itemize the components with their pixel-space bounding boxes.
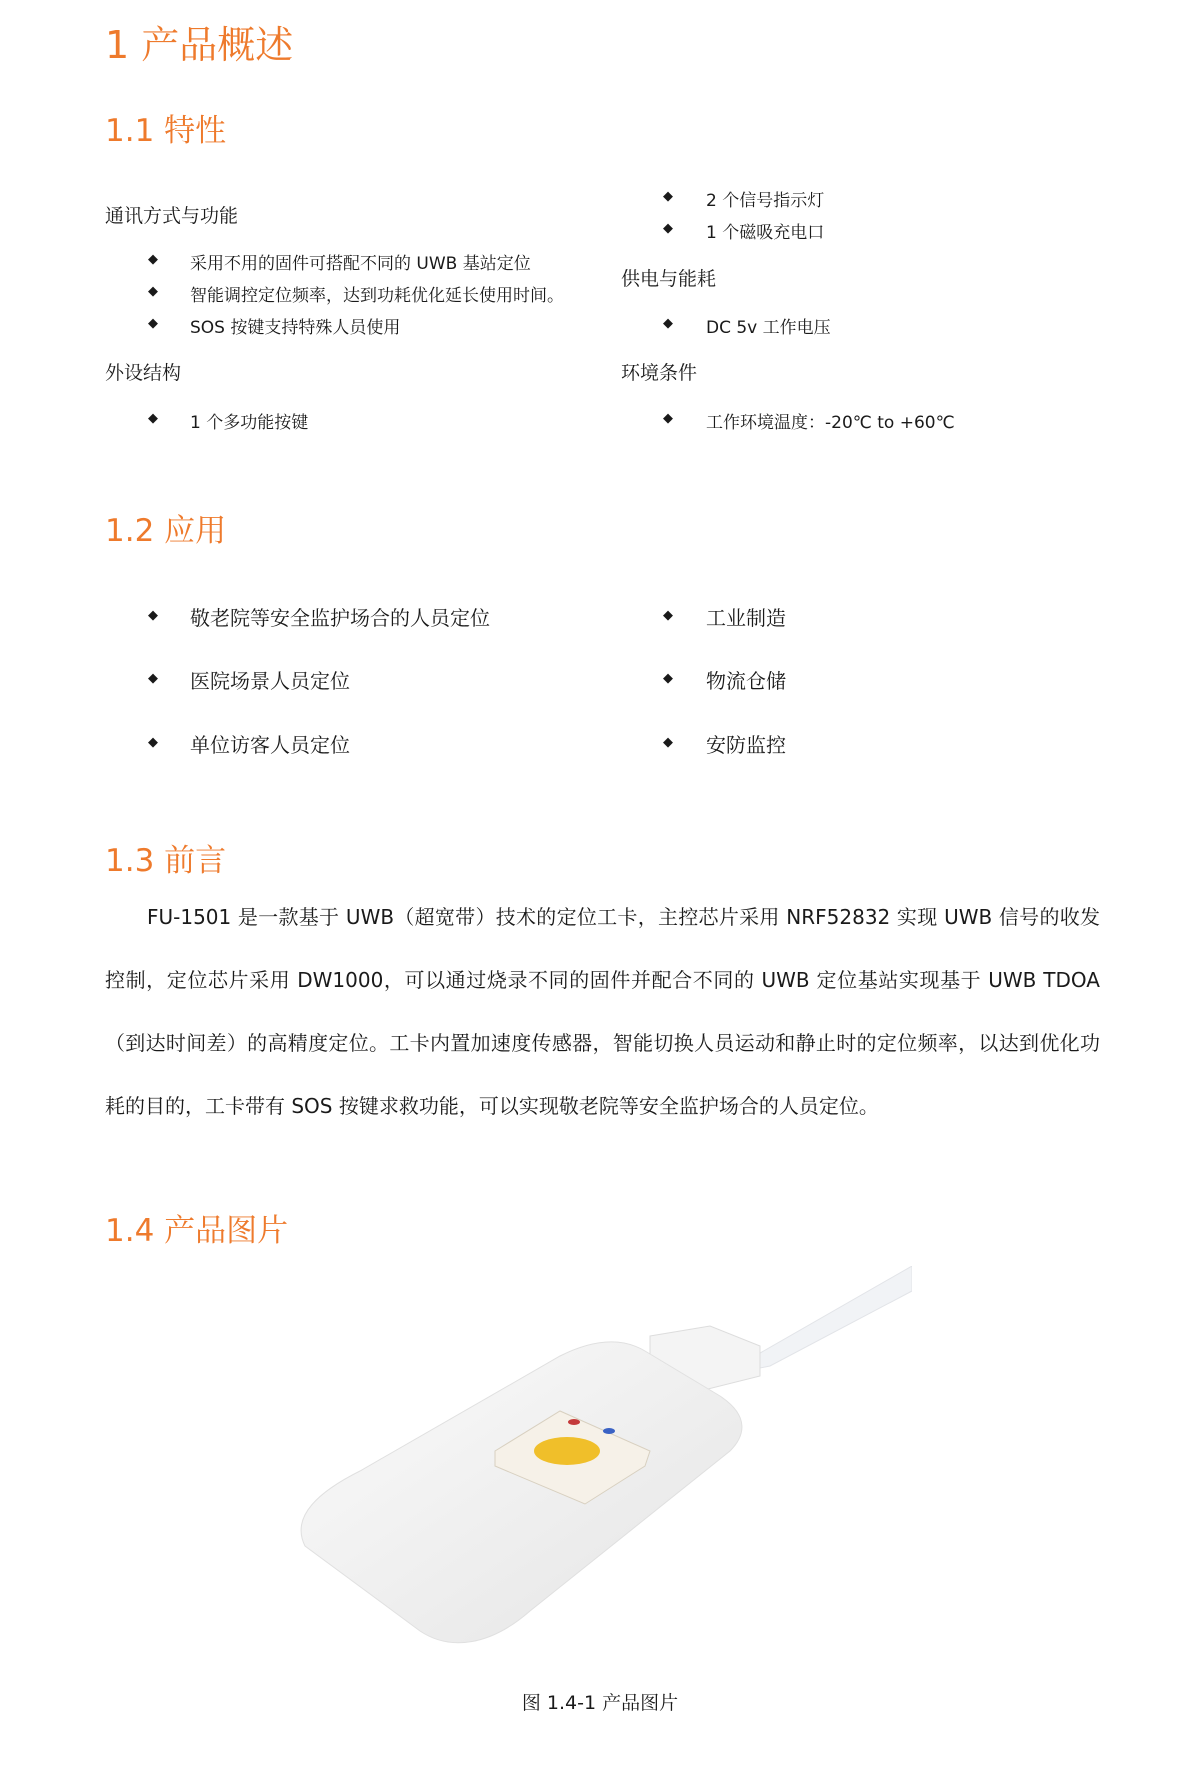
red-led-icon [568,1419,580,1425]
bullet-icon: ◆ [148,608,158,623]
bullet-icon: ◆ [663,608,673,623]
subheading-environment: 环境条件 [621,362,698,384]
bullet-icon: ◆ [148,252,158,267]
sos-button [534,1437,600,1465]
blue-led-icon [603,1428,615,1434]
list-item: DC 5v 工作电压 [706,318,831,338]
list-item: 工作环境温度：-20℃ to +60℃ [706,413,955,433]
bullet-icon: ◆ [663,316,673,331]
list-item: 敬老院等安全监护场合的人员定位 [190,606,490,630]
section-title-applications: 1.2 应用 [105,513,227,549]
bullet-icon: ◆ [148,671,158,686]
list-item: 安防监控 [706,733,786,757]
section-title-preface: 1.3 前言 [105,843,227,879]
bullet-icon: ◆ [148,284,158,299]
bullet-icon: ◆ [148,411,158,426]
preface-paragraph: FU-1501 是一款基于 UWB（超宽带）技术的定位工卡，主控芯片采用 NRF52832 实现 UWB 信号的收发控制，定位芯片采用 DW1000，可以通过烧录不同的固件并配合不同的 UWB 定位基站实现基于 UWB TDOA（到达时间差）的高精度定位。工卡内置加速度传感器，智能切换人员运动和静止时的定位频率，以达到优化功耗的目的，工卡带有 SOS 按键求救功能，可以实现敬老院等安全监护场合的人员定位。 [105,905,1100,1118]
list-item: 2 个信号指示灯 [706,191,825,211]
subheading-peripheral: 外设结构 [105,362,182,384]
section-title-features: 1.1 特性 [105,113,227,149]
list-item: 工业制造 [706,606,786,630]
subheading-communication: 通讯方式与功能 [105,205,239,227]
list-item: 1 个磁吸充电口 [706,223,825,243]
bullet-icon: ◆ [663,671,673,686]
badge-body [301,1342,742,1643]
bullet-icon: ◆ [148,316,158,331]
bullet-icon: ◆ [663,189,673,204]
list-item: SOS 按键支持特殊人员使用 [190,318,401,338]
bullet-icon: ◆ [663,221,673,236]
bullet-icon: ◆ [663,411,673,426]
list-item: 采用不用的固件可搭配不同的 UWB 基站定位 [190,254,531,274]
list-item: 医院场景人员定位 [190,669,350,693]
bullet-icon: ◆ [663,735,673,750]
section-title-product-image: 1.4 产品图片 [105,1213,289,1249]
list-item: 单位访客人员定位 [190,733,350,757]
bullet-icon: ◆ [148,735,158,750]
subheading-power: 供电与能耗 [621,268,717,290]
list-item: 1 个多功能按键 [190,413,309,433]
chapter-title: 1 产品概述 [105,23,294,67]
list-item: 物流仓储 [706,669,786,693]
figure-caption: 图 1.4-1 产品图片 [521,1692,679,1714]
list-item: 智能调控定位频率，达到功耗优化延长使用时间。 [190,286,564,306]
product-image [300,1266,912,1646]
